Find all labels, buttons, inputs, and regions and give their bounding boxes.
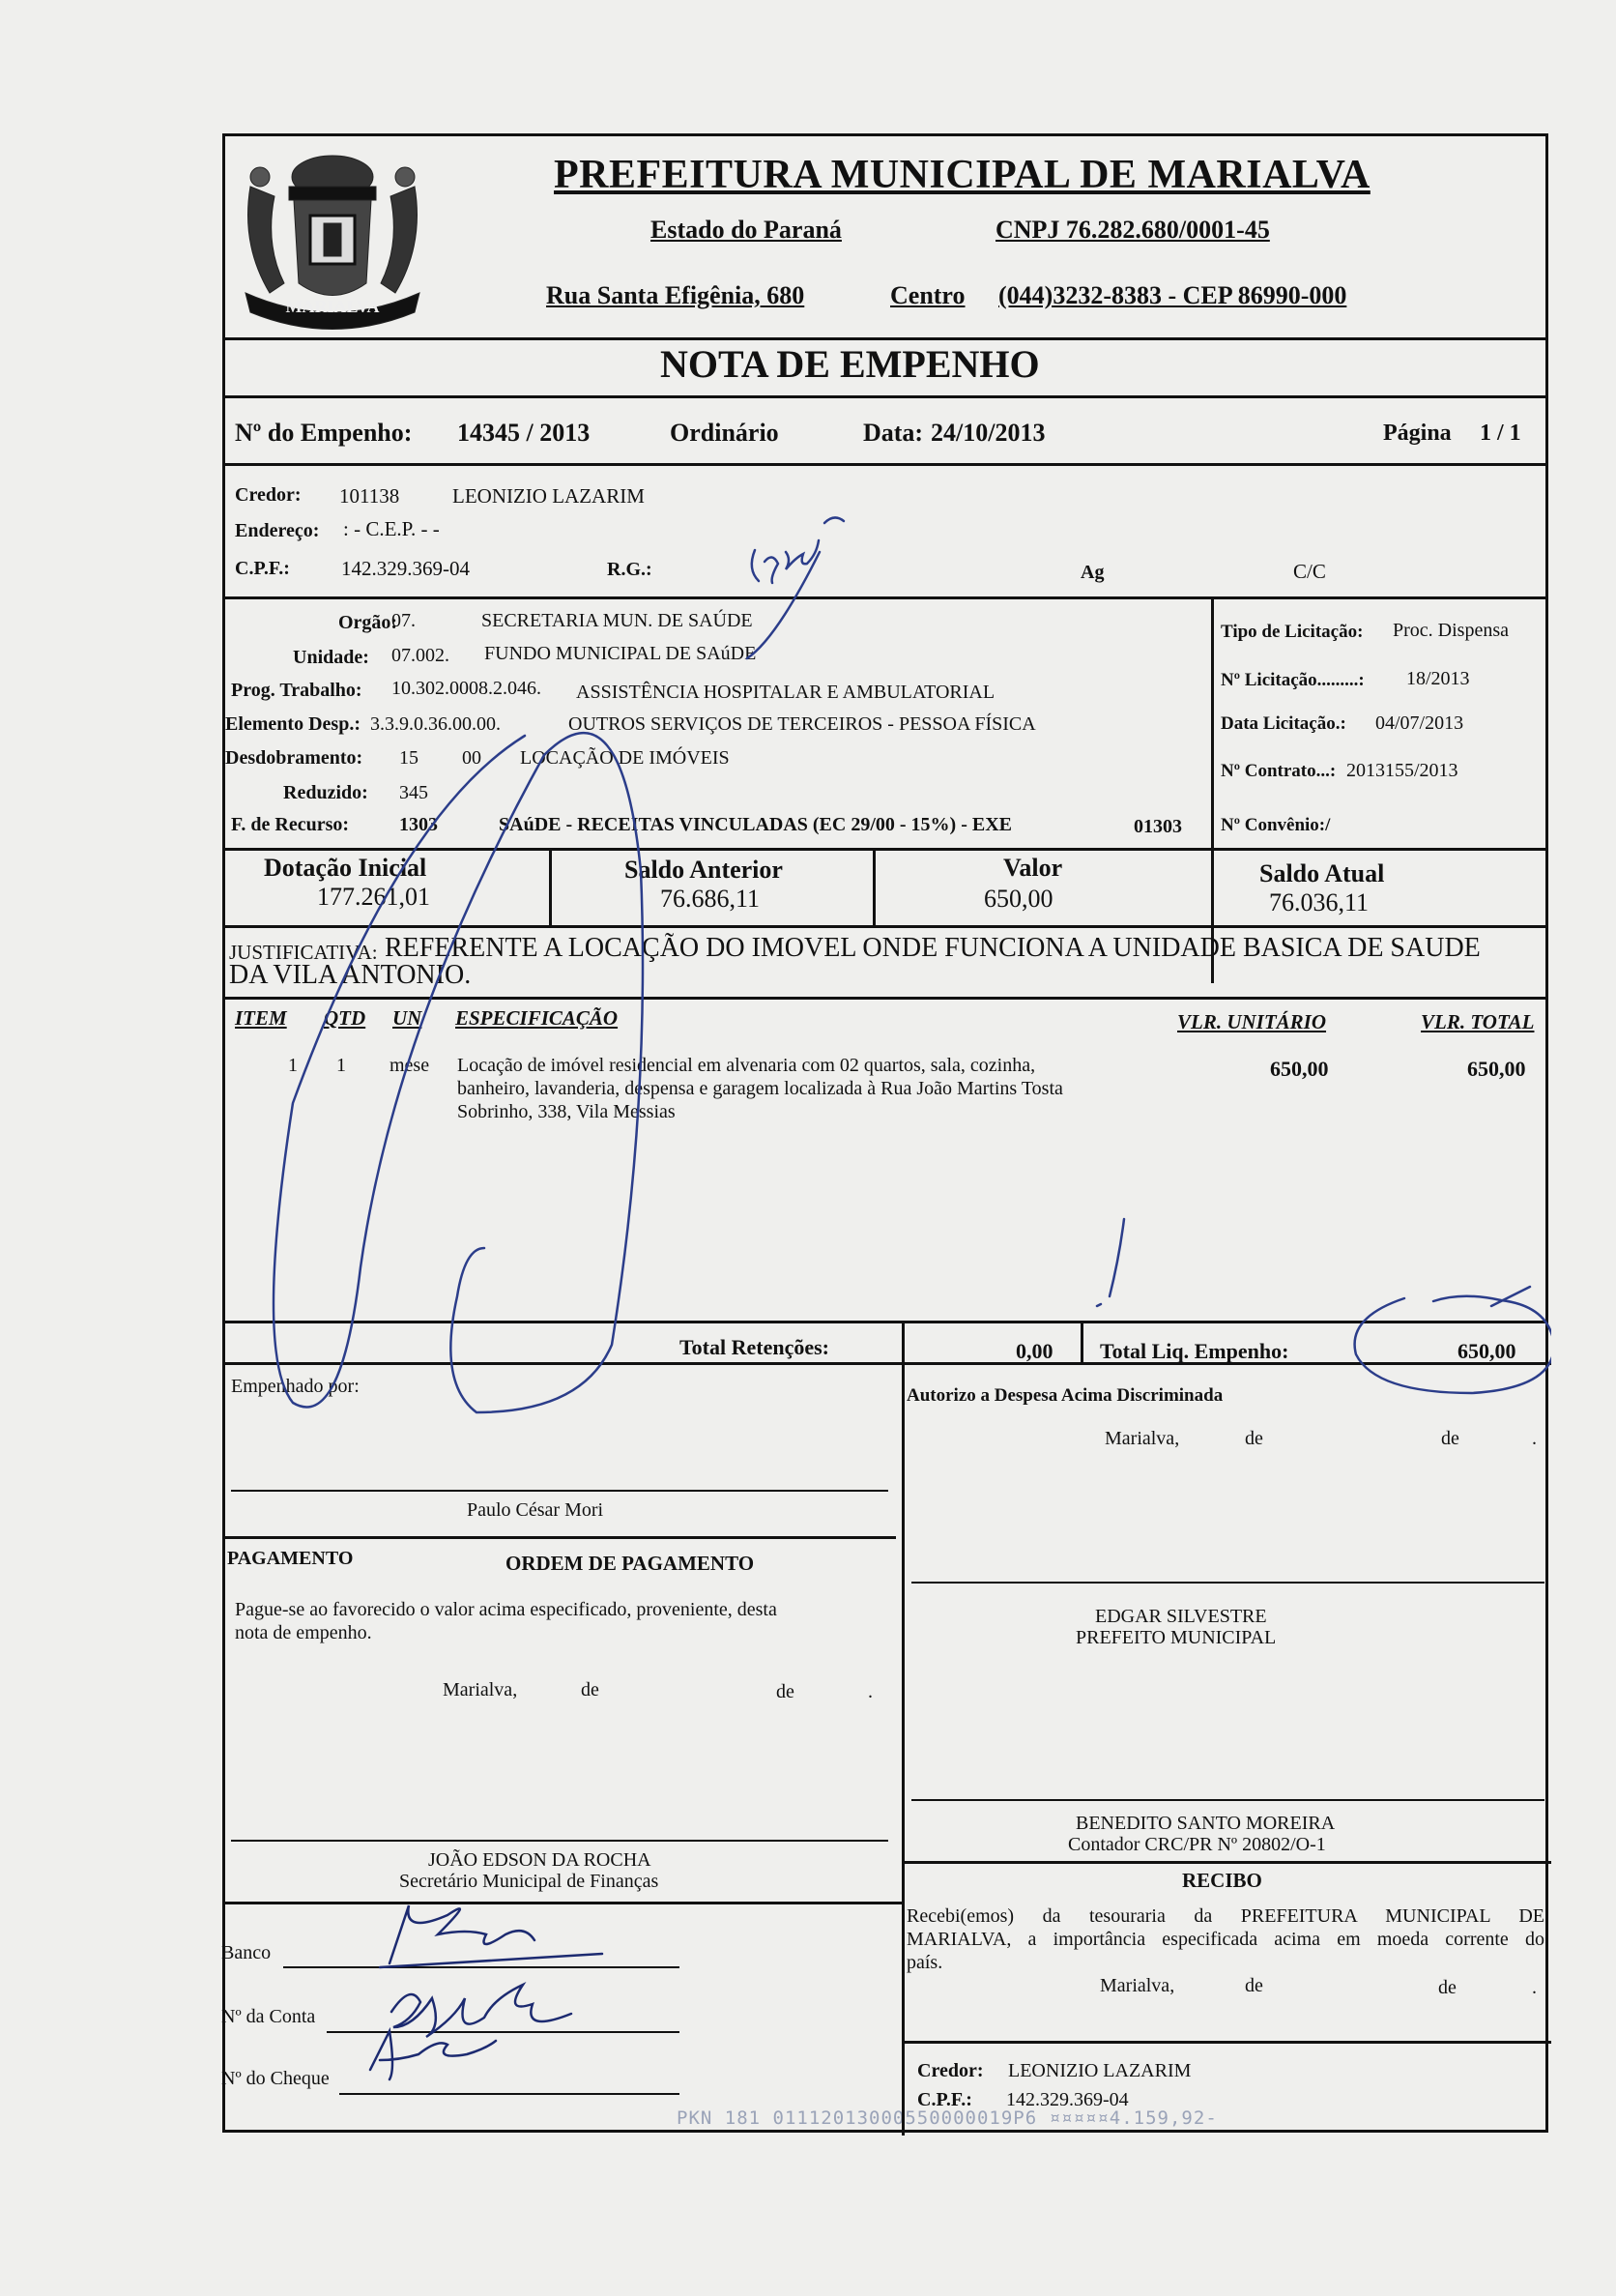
licitacao-number-label: Nº Licitação.........: bbox=[1221, 670, 1365, 690]
contador-name: BENEDITO SANTO MOREIRA bbox=[1076, 1813, 1336, 1834]
desdobramento-label: Desdobramento: bbox=[225, 747, 363, 769]
elemento-value: OUTROS SERVIÇOS DE TERCEIROS - PESSOA FÍSICA bbox=[568, 713, 1036, 735]
autorizo-de-1: de bbox=[1245, 1428, 1263, 1449]
saldo-anterior-label: Saldo Anterior bbox=[624, 856, 783, 884]
orgao-value: SECRETARIA MUN. DE SAÚDE bbox=[481, 610, 753, 631]
cnpj: CNPJ 76.282.680/0001-45 bbox=[996, 216, 1270, 244]
col-qtd: QTD bbox=[324, 1006, 366, 1030]
municipality-title: PREFEITURA MUNICIPAL DE MARIALVA bbox=[554, 153, 1371, 197]
item-spec-line-3: Sobrinho, 338, Vila Messias bbox=[457, 1101, 676, 1122]
recurso-code-2: 01303 bbox=[1134, 816, 1182, 837]
desdobramento-value: LOCAÇÃO DE IMÓVEIS bbox=[520, 747, 730, 769]
prog-label: Prog. Trabalho: bbox=[231, 680, 362, 701]
recurso-label: F. de Recurso: bbox=[231, 814, 350, 835]
ordem-pagamento-label: ORDEM DE PAGAMENTO bbox=[505, 1552, 755, 1575]
endereco-label: Endereço: bbox=[235, 520, 320, 541]
page-number: 1 / 1 bbox=[1480, 421, 1521, 446]
col-valor-total: VLR. TOTAL bbox=[1421, 1010, 1535, 1033]
item-spec-line-2: banheiro, lavanderia, despensa e garagem localizada à Rua João Martins Tosta bbox=[457, 1078, 1063, 1099]
recibo-credor-label: Credor: bbox=[917, 2060, 984, 2081]
financas-role: Secretário Municipal de Finanças bbox=[399, 1871, 659, 1892]
district: Centro bbox=[890, 281, 966, 309]
recibo-de-2: de bbox=[1438, 1977, 1457, 1998]
recibo-place: Marialva, bbox=[1100, 1975, 1175, 1996]
date-label: Data: bbox=[863, 419, 924, 447]
justificativa-line-2: DA VILA ANTONIO. bbox=[229, 960, 472, 990]
svg-text:MARIALVA: MARIALVA bbox=[285, 297, 380, 316]
recibo-cpf-label: C.P.F.: bbox=[917, 2089, 972, 2110]
col-valor-unitario: VLR. UNITÁRIO bbox=[1177, 1010, 1327, 1033]
prog-code: 10.302.0008.2.046. bbox=[391, 678, 541, 699]
licitacao-number: 18/2013 bbox=[1406, 668, 1470, 689]
reduzido-value: 345 bbox=[399, 782, 428, 803]
pagamento-text-line-1: Pague-se ao favorecido o valor acima especificado, proveniente, desta bbox=[235, 1599, 777, 1620]
total-retencoes-value: 0,00 bbox=[1016, 1339, 1053, 1363]
handwritten-marks bbox=[225, 136, 1551, 2136]
col-un: UN bbox=[392, 1006, 422, 1030]
pagamento-de-1: de bbox=[581, 1679, 599, 1700]
recibo-text-line-3: país. bbox=[907, 1952, 943, 1973]
unidade-value: FUNDO MUNICIPAL DE SAúDE bbox=[484, 643, 757, 664]
empenho-number: 14345 / 2013 bbox=[457, 419, 591, 447]
contador-role: Contador CRC/PR Nº 20802/O-1 bbox=[1068, 1834, 1326, 1855]
tipo-licitacao-label: Tipo de Licitação: bbox=[1221, 622, 1364, 642]
phone-cep: (044)3232-8383 - CEP 86990-000 bbox=[998, 281, 1347, 309]
item-number: 1 bbox=[288, 1055, 298, 1076]
item-unit-value: 650,00 bbox=[1270, 1057, 1329, 1081]
total-liquido-value: 650,00 bbox=[1457, 1339, 1516, 1363]
credor-code: 101138 bbox=[339, 484, 400, 508]
recurso-value: SAúDE - RECEITAS VINCULADAS (EC 29/00 - 15%) - EXE bbox=[499, 814, 1012, 835]
pagamento-de-2: de bbox=[776, 1681, 794, 1702]
justificativa-line-1: REFERENTE A LOCAÇÃO DO IMOVEL ONDE FUNCIONA A UNIDADE BASICA DE SAUDE bbox=[385, 933, 1481, 963]
recibo-dot: . bbox=[1532, 1977, 1537, 1998]
reduzido-label: Reduzido: bbox=[283, 782, 368, 803]
saldo-anterior-value: 76.686,11 bbox=[660, 885, 761, 913]
dotacao-label: Dotação Inicial bbox=[264, 854, 427, 882]
empenho-date: 24/10/2013 bbox=[931, 419, 1046, 447]
item-total-value: 650,00 bbox=[1467, 1057, 1526, 1081]
contrato-value: 2013155/2013 bbox=[1346, 760, 1458, 781]
desdobramento-a: 15 bbox=[399, 747, 418, 769]
cheque-label: Nº do Cheque bbox=[221, 2068, 330, 2089]
document-title: NOTA DE EMPENHO bbox=[660, 342, 1040, 386]
dotacao-value: 177.261,01 bbox=[317, 883, 430, 911]
cpf-label: C.P.F.: bbox=[235, 558, 290, 579]
saldo-atual-label: Saldo Atual bbox=[1259, 859, 1385, 887]
credor-name: LEONIZIO LAZARIM bbox=[452, 484, 645, 508]
pagamento-text-line-2: nota de empenho. bbox=[235, 1622, 372, 1643]
recibo-de-1: de bbox=[1245, 1975, 1263, 1996]
pagamento-dot: . bbox=[868, 1681, 873, 1702]
valor-label: Valor bbox=[1003, 854, 1063, 882]
endereco-value: : - C.E.P. - - bbox=[343, 517, 440, 540]
prefeito-role: PREFEITO MUNICIPAL bbox=[1076, 1627, 1277, 1648]
convenio-label: Nº Convênio:/ bbox=[1221, 815, 1331, 835]
autorizo-de-2: de bbox=[1441, 1428, 1459, 1449]
empenhado-por-name: Paulo César Mori bbox=[467, 1499, 604, 1521]
recibo-text-line-2: MARIALVA, a importância especificada acima em moeda corrente do bbox=[907, 1929, 1544, 1950]
state-name: Estado do Paraná bbox=[650, 216, 842, 244]
autorizo-dot: . bbox=[1532, 1428, 1537, 1449]
prefeito-name: EDGAR SILVESTRE bbox=[1095, 1606, 1267, 1627]
saldo-atual-value: 76.036,11 bbox=[1269, 888, 1370, 916]
item-un: mese bbox=[390, 1055, 430, 1076]
recibo-credor-name: LEONIZIO LAZARIM bbox=[1008, 2060, 1192, 2081]
banco-label: Banco bbox=[221, 1942, 272, 1963]
empenhado-por-label: Empenhado por: bbox=[231, 1376, 360, 1397]
desdobramento-b: 00 bbox=[462, 747, 481, 769]
rg-label: R.G.: bbox=[607, 559, 652, 580]
empenho-type: Ordinário bbox=[670, 419, 779, 447]
recibo-text-line-1: Recebi(emos) da tesouraria da PREFEITURA MUNICIPAL DE bbox=[907, 1905, 1544, 1927]
tipo-licitacao-value: Proc. Dispensa bbox=[1393, 620, 1509, 641]
licitacao-date: 04/07/2013 bbox=[1375, 712, 1464, 734]
recibo-label: RECIBO bbox=[1182, 1869, 1262, 1892]
elemento-label: Elemento Desp.: bbox=[225, 713, 361, 735]
col-item: ITEM bbox=[235, 1006, 287, 1030]
conta-label: Nº da Conta bbox=[221, 2006, 316, 2027]
licitacao-date-label: Data Licitação.: bbox=[1221, 713, 1346, 734]
pagamento-label: PAGAMENTO bbox=[227, 1548, 354, 1569]
valor-value: 650,00 bbox=[984, 885, 1053, 913]
account-label: C/C bbox=[1293, 560, 1326, 583]
elemento-code: 3.3.9.0.36.00.00. bbox=[370, 713, 501, 735]
pagamento-place: Marialva, bbox=[443, 1679, 518, 1700]
empenho-label: Nº do Empenho: bbox=[235, 419, 413, 447]
item-qtd: 1 bbox=[336, 1055, 346, 1076]
prog-value: ASSISTÊNCIA HOSPITALAR E AMBULATORIAL bbox=[576, 682, 996, 703]
recibo-cpf-value: 142.329.369-04 bbox=[1006, 2089, 1129, 2110]
credor-label: Credor: bbox=[235, 484, 302, 506]
total-liquido-label: Total Liq. Empenho: bbox=[1100, 1339, 1289, 1363]
total-retencoes-label: Total Retenções: bbox=[679, 1335, 829, 1359]
orgao-code: 07. bbox=[391, 610, 416, 631]
item-spec-line-1: Locação de imóvel residencial em alvenaria com 02 quartos, sala, cozinha, bbox=[457, 1055, 1036, 1076]
address: Rua Santa Efigênia, 680 bbox=[546, 281, 805, 309]
footer-code: PKN 181 01112013000550000019P6 ¤¤¤¤¤4.159,92- bbox=[677, 2107, 1218, 2129]
agency-label: Ag bbox=[1081, 562, 1105, 583]
orgao-label: Orgão: bbox=[338, 612, 398, 633]
unidade-label: Unidade: bbox=[293, 647, 369, 668]
nota-de-empenho-form bbox=[222, 133, 1548, 2133]
unidade-code: 07.002. bbox=[391, 645, 449, 666]
autorizo-place: Marialva, bbox=[1105, 1428, 1180, 1449]
recurso-code: 1303 bbox=[399, 814, 438, 835]
financas-name: JOÃO EDSON DA ROCHA bbox=[428, 1849, 651, 1871]
cpf-value: 142.329.369-04 bbox=[341, 557, 470, 580]
col-especificacao: ESPECIFICAÇÃO bbox=[455, 1006, 619, 1030]
autorizo-label: Autorizo a Despesa Acima Discriminada bbox=[907, 1385, 1224, 1406]
contrato-label: Nº Contrato...: bbox=[1221, 761, 1337, 781]
justificativa-label: JUSTIFICATIVA: bbox=[229, 941, 378, 964]
page-label: Página bbox=[1383, 421, 1452, 446]
